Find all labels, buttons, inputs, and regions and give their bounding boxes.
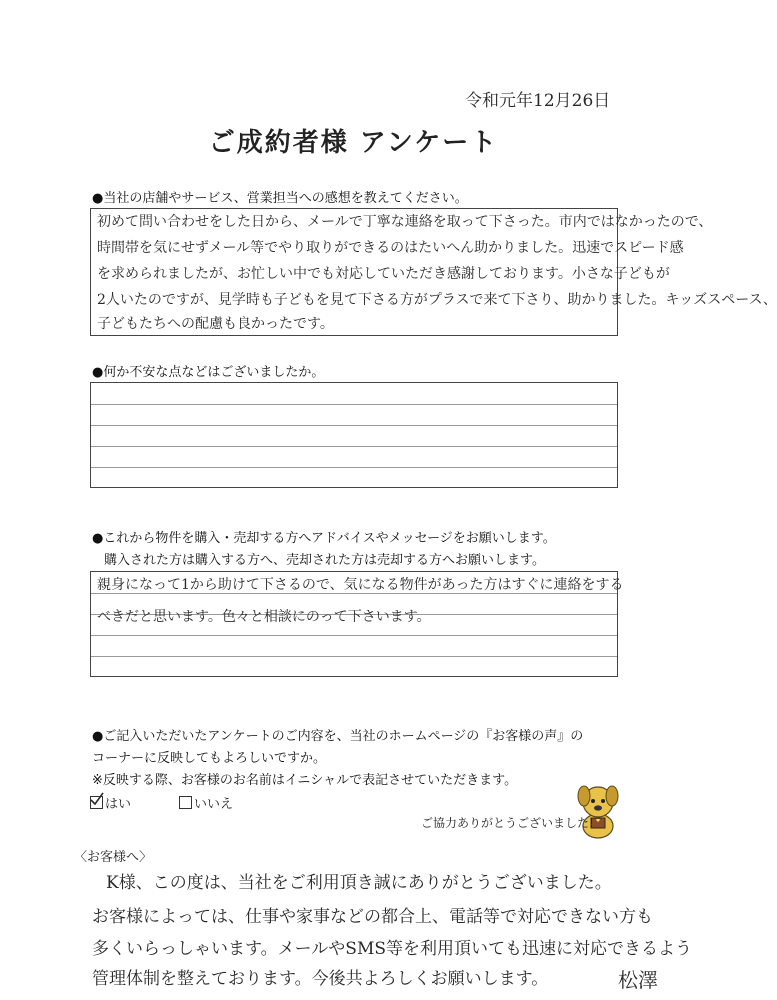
question-publish-line2: コーナーに反映してもよろしいですか。 bbox=[92, 751, 327, 766]
ruled-line bbox=[91, 446, 617, 447]
answer-line: べきだと思います。色々と相談にのって下さいます。 bbox=[97, 609, 431, 625]
answer-line: を求められましたが、お忙しい中でも対応していただき感謝しております。小さな子どもが bbox=[97, 266, 670, 282]
answer-line: 初めて問い合わせをした日から、メールで丁寧な連絡を取って下さった。市内ではなかったので、 bbox=[97, 214, 713, 230]
checked-box-icon bbox=[90, 796, 103, 809]
option-no-label: いいえ bbox=[194, 797, 234, 812]
staff-message-line: 管理体制を整えております。今後共よろしくお願いします。 bbox=[92, 969, 549, 989]
question-advice-sub: 購入された方は購入する方へ、売却された方は売却する方へお願いします。 bbox=[104, 553, 545, 568]
question-concerns: ●何か不安な点などはございましたか。 bbox=[92, 365, 325, 380]
answer-line: 時間帯を気にせずメール等でやり取りができるのはたいへん助かりました。迅速でスピード感 bbox=[97, 240, 684, 256]
staff-message-heading: 〈お客様へ〉 bbox=[74, 850, 153, 865]
answer-line: 子どもたちへの配慮も良かったです。 bbox=[97, 316, 334, 332]
thanks-message: ご協力ありがとうございました! bbox=[421, 816, 594, 830]
check-mark-icon bbox=[89, 792, 105, 806]
checkbox-icon bbox=[179, 796, 192, 809]
answer-line: 親身になって1から助けて下さるので、気になる物件があった方はすぐに連絡をする bbox=[97, 577, 624, 593]
ruled-line bbox=[91, 425, 617, 426]
page-title: ご成約者様 アンケート bbox=[208, 128, 499, 158]
option-yes-label: はい bbox=[105, 797, 132, 812]
option-yes[interactable] bbox=[90, 793, 131, 812]
answer-box-concerns bbox=[90, 382, 618, 488]
staff-message-line: 多くいらっしゃいます。メールやSMS等を利用頂いても迅速に対応できるよう bbox=[92, 939, 692, 959]
answer-box-impressions bbox=[90, 208, 777, 336]
staff-signature: 松澤 bbox=[618, 968, 658, 992]
question-publish-note: ※反映する際、お客様のお名前はイニシャルで表記させていただきます。 bbox=[92, 773, 518, 788]
answer-line: 2人いたのですが、見学時も子どもを見て下さる方がプラスで来て下さり、助かりました。キッズスペース、 bbox=[97, 292, 777, 308]
ruled-line bbox=[91, 656, 617, 657]
survey-date: 令和元年12月26日 bbox=[465, 91, 611, 111]
question-impressions: ●当社の店舗やサービス、営業担当への感想を教えてください。 bbox=[92, 191, 468, 206]
staff-message-line: K様、この度は、当社をご利用頂き誠にありがとうございました。 bbox=[106, 873, 612, 893]
ruled-line bbox=[91, 635, 617, 636]
ruled-line bbox=[91, 467, 617, 468]
question-publish: ●ご記入いただいたアンケートのご内容を、当社のホームページの『お客様の声』の bbox=[92, 729, 584, 744]
staff-message-line: お客様によっては、仕事や家事などの都合上、電話等で対応できない方も bbox=[92, 907, 653, 927]
option-no[interactable] bbox=[179, 793, 233, 812]
answer-box-advice bbox=[90, 571, 624, 677]
question-advice: ●これから物件を購入・売却する方へアドバイスやメッセージをお願いします。 bbox=[92, 531, 556, 546]
ruled-line bbox=[91, 404, 617, 405]
